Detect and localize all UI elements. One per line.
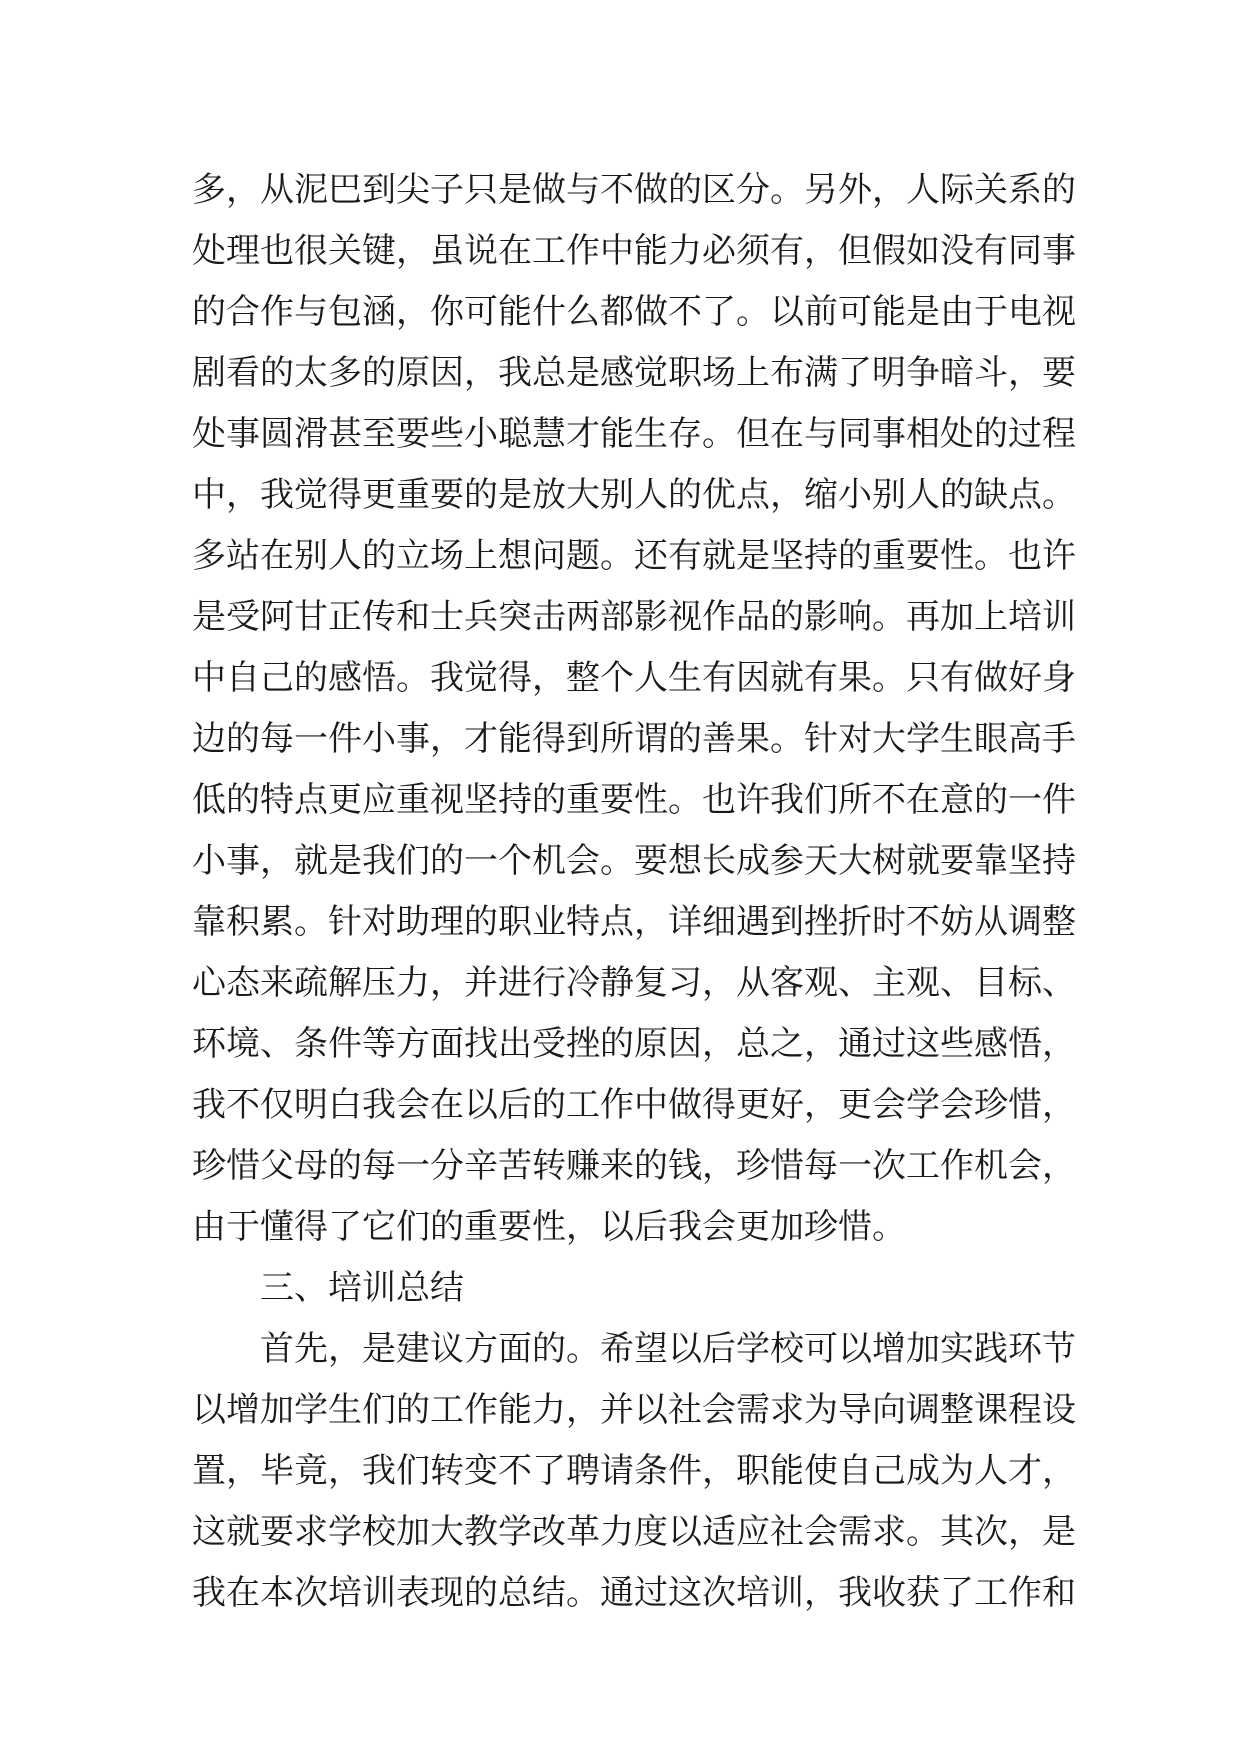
text-line: 剧看的太多的原因，我总是感觉职场上布满了明争暗斗，要 [192,353,1076,393]
text-line: 多，从泥巴到尖子只是做与不做的区分。另外，人际关系的 [192,170,1076,210]
paragraph [192,160,1076,1258]
text-line: 多站在别人的立场上想问题。还有就是坚持的重要性。也许 [192,536,1076,576]
text-line: 我在本次培训表现的总结。通过这次培训，我收获了工作和 [192,1573,1076,1613]
text-line: 心态来疏解压力，并进行冷静复习，从客观、主观、目标、 [192,963,1076,1003]
document-body [192,160,1076,1624]
text-line: 珍惜父母的每一分辛苦转赚来的钱，珍惜每一次工作机会， [192,1146,1076,1186]
text-line: 中，我觉得更重要的是放大别人的优点，缩小别人的缺点。 [192,475,1076,515]
text-line: 的合作与包涵，你可能什么都做不了。以前可能是由于电视 [192,292,1076,332]
text-line: 处事圆滑甚至要些小聪慧才能生存。但在与同事相处的过程 [192,414,1076,454]
section-heading: 三、培训总结 [260,1268,464,1308]
text-line: 低的特点更应重视坚持的重要性。也许我们所不在意的一件 [192,780,1076,820]
text-line: 首先，是建议方面的。希望以后学校可以增加实践环节 [260,1329,1076,1369]
text-line: 小事，就是我们的一个机会。要想长成参天大树就要靠坚持 [192,841,1076,881]
text-line: 环境、条件等方面找出受挫的原因，总之，通过这些感悟， [192,1024,1076,1064]
text-line: 中自己的感悟。我觉得，整个人生有因就有果。只有做好身 [192,658,1076,698]
text-line: 以增加学生们的工作能力，并以社会需求为导向调整课程设 [192,1390,1076,1430]
text-line: 这就要求学校加大教学改革力度以适应社会需求。其次，是 [192,1512,1076,1552]
text-line: 处理也很关键，虽说在工作中能力必须有，但假如没有同事 [192,231,1076,271]
text-line: 我不仅明白我会在以后的工作中做得更好，更会学会珍惜， [192,1085,1076,1125]
text-line: 置，毕竟，我们转变不了聘请条件，职能使自己成为人才， [192,1451,1076,1491]
text-line: 是受阿甘正传和士兵突击两部影视作品的影响。再加上培训 [192,597,1076,637]
paragraph [192,1319,1076,1624]
text-line: 靠积累。针对助理的职业特点，详细遇到挫折时不妨从调整 [192,902,1076,942]
text-line: 边的每一件小事，才能得到所谓的善果。针对大学生眼高手 [192,719,1076,759]
text-line: 由于懂得了它们的重要性，以后我会更加珍惜。 [192,1207,906,1247]
